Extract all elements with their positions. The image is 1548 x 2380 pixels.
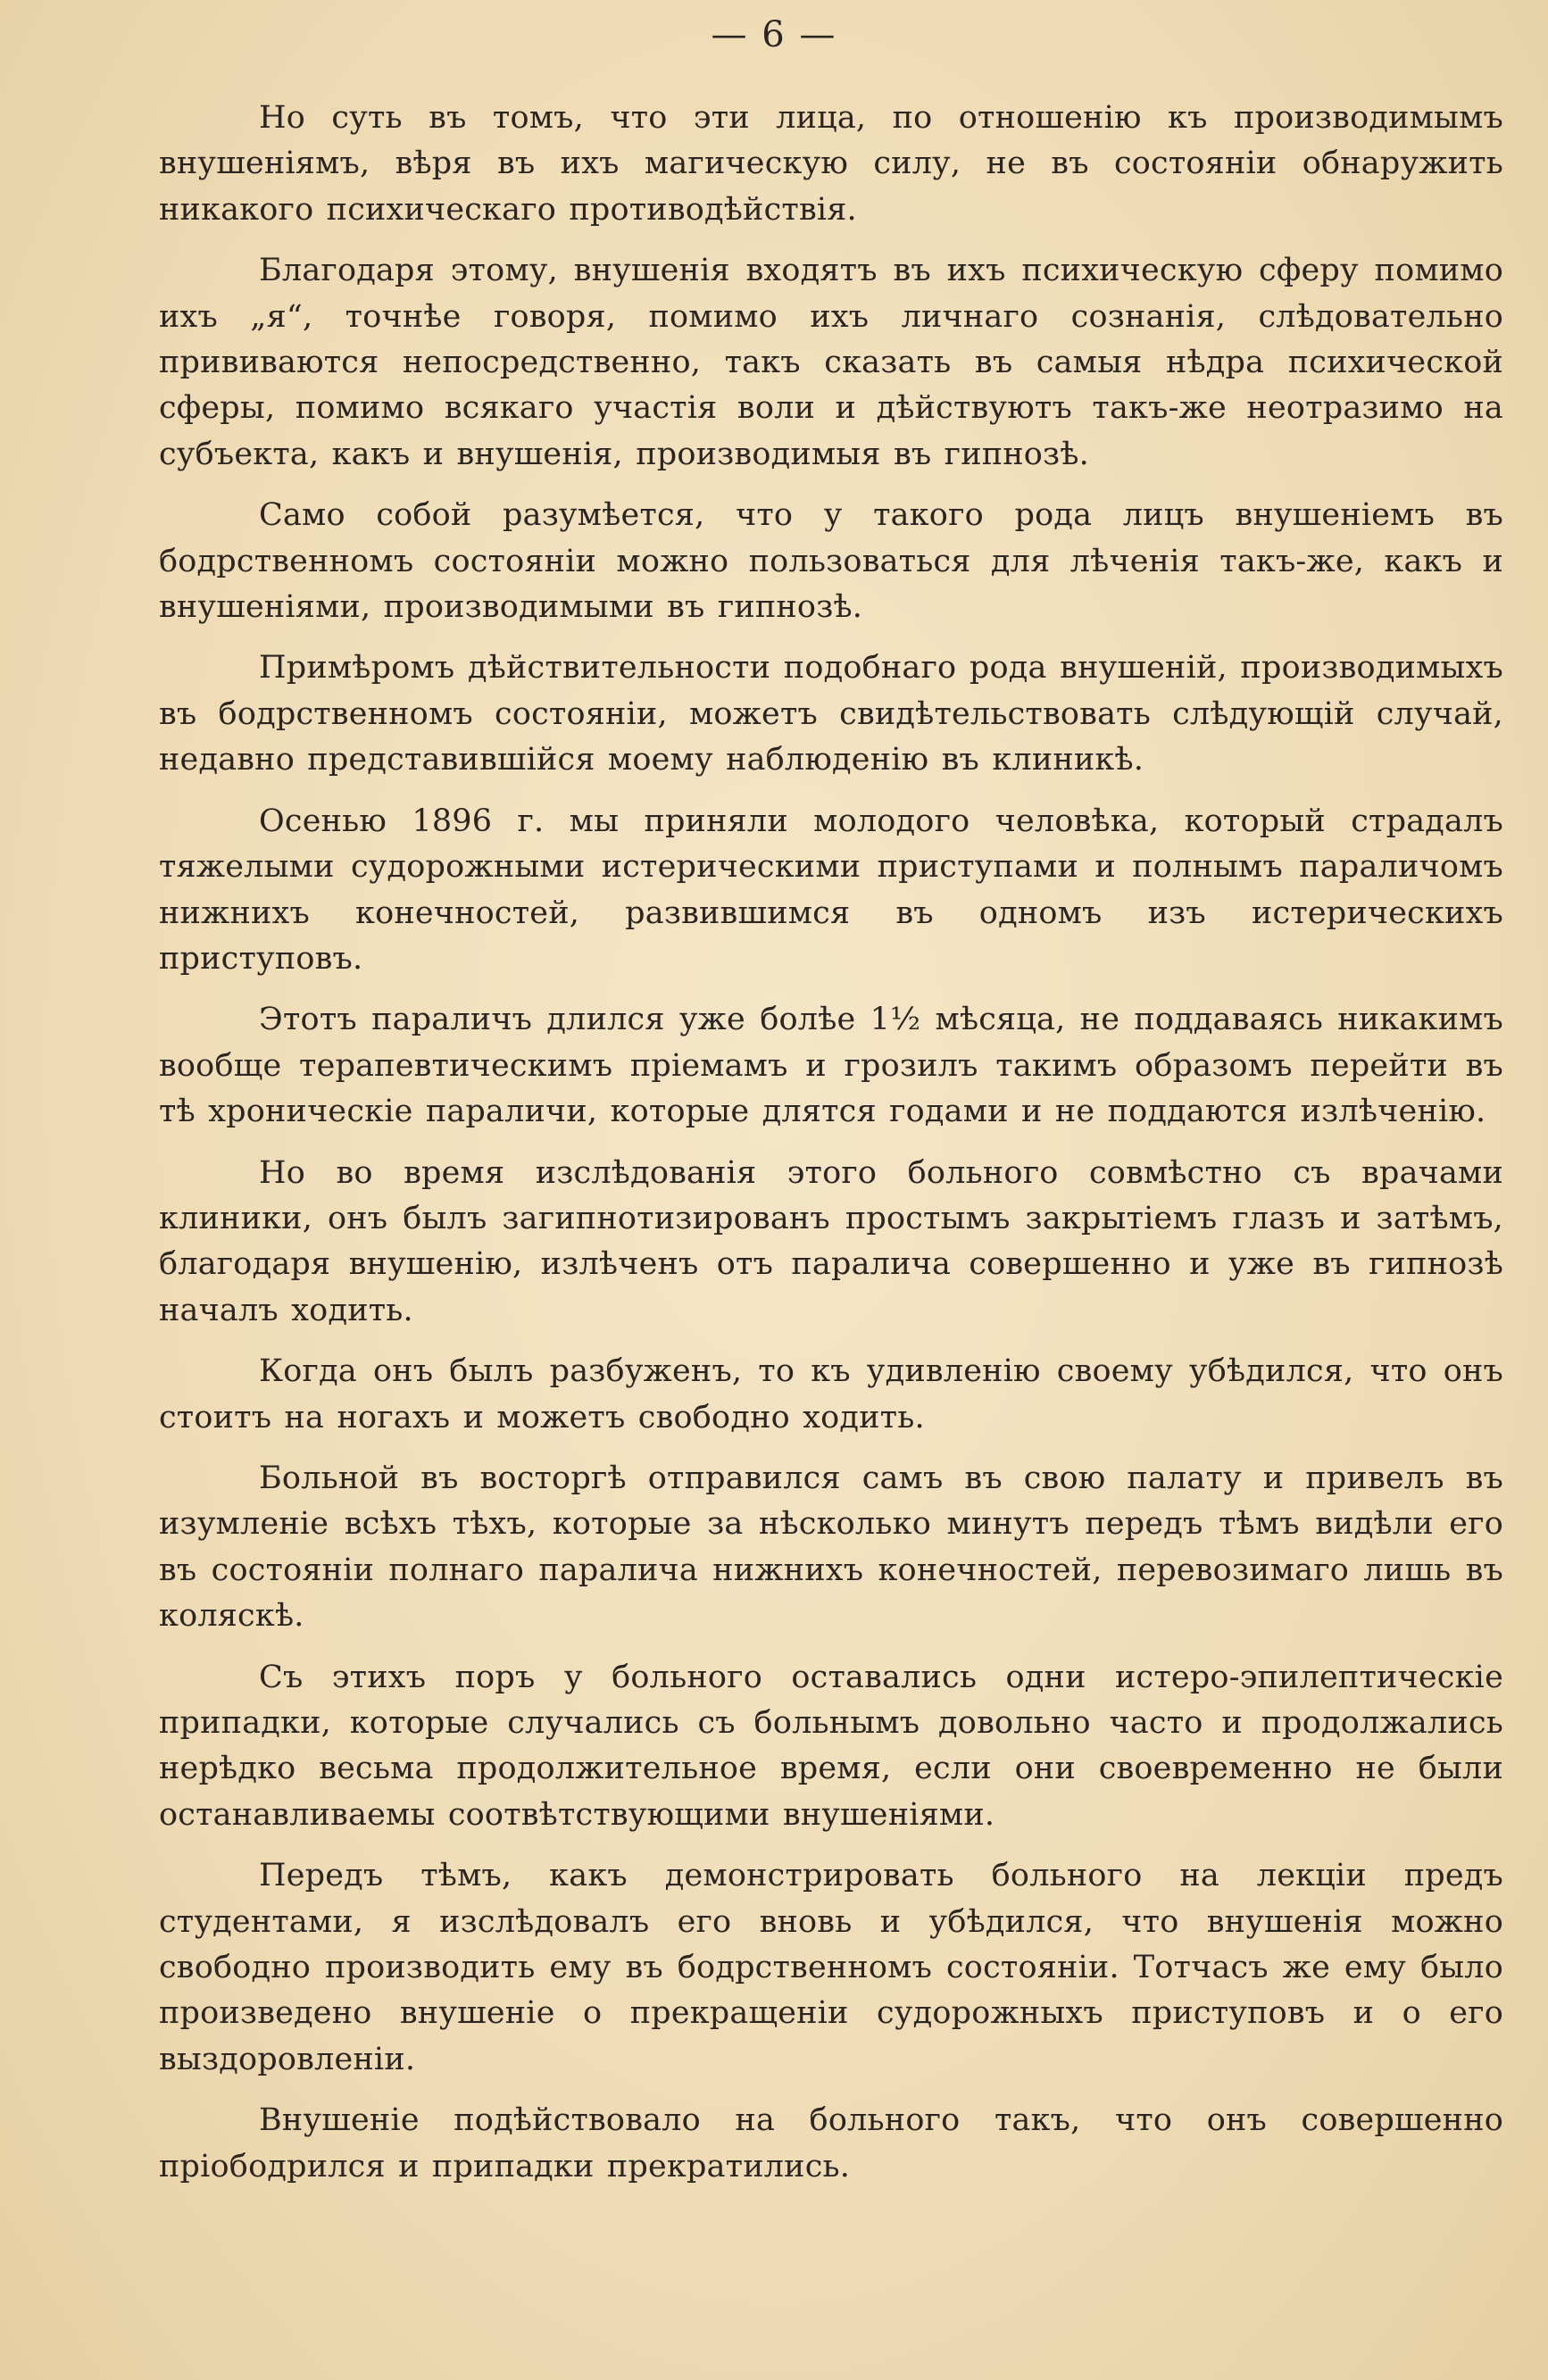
paragraph: Съ этихъ поръ у больного оставались одни истеро-эпилептическіе припадки, которые случались съ больнымъ довольно часто и продолжались нерѣдко весьма продолжительное время, если они своевременно не были останавливаемы соотвѣтствующими внушеніями. xyxy=(159,1659,1503,1833)
paragraph: Больной въ восторгѣ отправился самъ въ свою палату и привелъ въ изумленіе всѣхъ тѣхъ, которые за нѣсколько минутъ передъ тѣмъ видѣли его въ состояніи полнаго паралича нижнихъ конечностей, перевозимаго лишь въ коляскѣ. xyxy=(159,1460,1503,1635)
paragraph: Благодаря этому, внушенія входятъ въ ихъ психическую сферу помимо ихъ „я“, точнѣе говоря, помимо ихъ личнаго сознанія, слѣдовательно прививаются непосредственно, такъ сказать въ самыя нѣдра психической сферы, помимо всякаго участія воли и дѣйствуютъ такъ-же неотразимо на субъекта, какъ и внушенія, производимыя въ гипнозѣ. xyxy=(159,253,1503,472)
paragraph: Этотъ параличъ длился уже болѣе 1½ мѣсяца, не поддаваясь никакимъ вообще терапевтическимъ пріемамъ и грозилъ такимъ образомъ перейти въ тѣ хроническіе параличи, которые длятся годами и не поддаются излѣченію. xyxy=(159,1002,1503,1130)
page-number: — 6 — xyxy=(711,14,837,55)
paragraph: Само собой разумѣется, что у такого рода лицъ внушеніемъ въ бодрственномъ состояніи можно пользоваться для лѣченія такъ-же, какъ и внушеніями, производимыми въ гипнозѣ. xyxy=(159,497,1503,626)
paragraph: Осенью 1896 г. мы приняли молодого человѣка, который страдалъ тяжелыми судорожными истерическими приступами и полнымъ параличомъ нижнихъ конечностей, развившимся въ одномъ изъ истерическихъ приступовъ. xyxy=(159,803,1503,977)
paragraph: Внушеніе подѣйствовало на больного такъ, что онъ совершенно пріободрился и припадки прекратились. xyxy=(159,2102,1503,2184)
paragraph: Передъ тѣмъ, какъ демонстрировать больного на лекціи предъ студентами, я изслѣдовалъ его вновь и убѣдился, что внушенія можно свободно производить ему въ бодрственномъ состояніи. Тотчасъ же ему было произведено внушеніе о прекращеніи судорожныхъ приступовъ и о его выздоровленіи. xyxy=(159,1858,1503,2077)
paragraph: Когда онъ былъ разбуженъ, то къ удивленію своему убѣдился, что онъ стоитъ на ногахъ и можетъ свободно ходить. xyxy=(159,1353,1503,1435)
paragraph: Но суть въ томъ, что эти лица, по отношенію къ производимымъ внушеніямъ, вѣря въ ихъ магическую силу, не въ состояніи обнаружить никакого психическаго противодѣйствія. xyxy=(159,100,1503,228)
paragraph: Но во время изслѣдованія этого больного совмѣстно съ врачами клиники, онъ былъ загипнотизированъ простымъ закрытіемъ глазъ и затѣмъ, благодаря внушенію, излѣченъ отъ паралича совершенно и уже въ гипнозѣ началъ ходить. xyxy=(159,1154,1503,1328)
paragraph: Примѣромъ дѣйствительности подобнаго рода внушеній, производимыхъ въ бодрственномъ состояніи, можетъ свидѣтельствовать слѣдующій случай, недавно представившійся моему наблюденію въ клиникѣ. xyxy=(159,650,1503,778)
body-text xyxy=(159,96,1503,2190)
